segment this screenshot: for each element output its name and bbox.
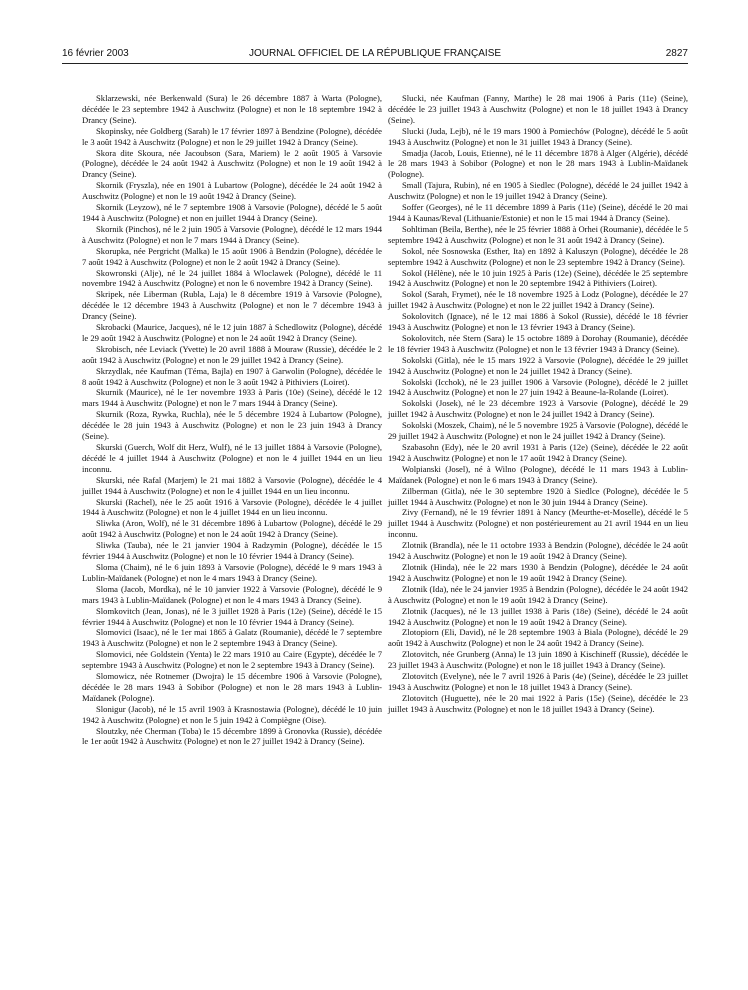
- notice-entry: Zlotnik (Brandla), née le 11 octobre 1933 à Bendzin (Pologne), décédée le 24 août 1942 à Auschwitz (Pologne) et non le 19 août 1942 à Drancy (Seine).: [388, 540, 688, 562]
- notice-entry: Slomkovitch (Jean, Jonas), né le 3 juillet 1928 à Paris (12e) (Seine), décédé le 15 février 1944 à Auschwitz (Pologne) et non le 10 février 1944 à Drancy (Seine).: [82, 605, 382, 627]
- notice-entry: Skurnik (Roza, Rywka, Ruchla), née le 5 décembre 1924 à Lubartow (Pologne), décédée le 28 juin 1943 à Auschwitz (Pologne) et non le 23 juin 1943 à Drancy (Seine).: [82, 409, 382, 442]
- notice-entry: Skripek, née Liberman (Rubla, Laja) le 8 décembre 1919 à Varsovie (Pologne), décédée le 12 décembre 1943 à Auschwitz (Pologne) et non le 7 décembre 1943 à Drancy (Seine).: [82, 289, 382, 322]
- notice-entry: Skora dite Skoura, née Jacoubson (Sara, Mariem) le 2 août 1905 à Varsovie (Pologne), décédée le 24 août 1942 à Auschwitz (Pologne) et non le 19 août 1942 à Drancy (Seine).: [82, 147, 382, 180]
- notice-entry: Zlotovitch, née Grunberg (Anna) le 13 juin 1890 à Kischineff (Russie), décédée le 23 juillet 1943 à Auschwitz (Pologne) et non le 18 juillet 1943 à Drancy (Seine).: [388, 649, 688, 671]
- notice-entry: Slonigur (Jacob), né le 15 avril 1903 à Krasnostawia (Pologne), décédé le 10 juin 1942 à Auschwitz (Pologne) et non le 5 juin 1942 à Compiègne (Oise).: [82, 703, 382, 725]
- notice-entry: Skopinsky, née Goldberg (Sarah) le 17 février 1897 à Bendzine (Pologne), décédée le 3 août 1942 à Auschwitz (Pologne) et non le 29 juillet 1942 à Drancy (Seine).: [82, 125, 382, 147]
- header-title: JOURNAL OFFICIEL DE LA RÉPUBLIQUE FRANÇAISE: [248, 48, 502, 59]
- notice-entry: Wolpianski (Josel), né à Wilno (Pologne), décédé le 11 mars 1943 à Lublin-Maïdanek (Pologne) et non le 6 mars 1943 à Drancy (Seine).: [388, 463, 688, 485]
- page-header: [62, 48, 688, 62]
- notice-entry: Slucki, née Kaufman (Fanny, Marthe) le 28 mai 1906 à Paris (11e) (Seine), décédée le 23 juillet 1943 à Auschwitz (Pologne) et non le 18 juillet 1943 à Drancy (Seine).: [388, 93, 688, 125]
- header-date: 16 février 2003: [62, 48, 129, 59]
- header-rule: [62, 63, 688, 64]
- notice-entry: Sloutzky, née Cherman (Toba) le 15 décembre 1899 à Gronovka (Russie), décédée le 1er août 1942 à Auschwitz (Pologne) et non le 27 juillet 1942 à Drancy (Seine).: [82, 725, 382, 747]
- notice-entry: Skurnik (Maurice), né le 1er novembre 1933 à Paris (10e) (Seine), décédé le 12 mars 1944 à Auschwitz (Pologne) et non le 7 mars 1944 à Drancy (Seine).: [82, 387, 382, 409]
- notice-entry: Small (Tajura, Rubin), né en 1905 à Siedlec (Pologne), décédé le 24 juillet 1942 à Auschwitz (Pologne) et non le 19 juillet 1942 à Drancy (Seine).: [388, 180, 688, 202]
- notice-entry: Szabasohn (Edy), née le 20 avril 1931 à Paris (12e) (Seine), décédée le 22 août 1942 à Auschwitz (Pologne) et non le 17 août 1942 à Drancy (Seine).: [388, 442, 688, 463]
- notice-entry: Slomovici (Isaac), né le 1er mai 1865 à Galatz (Roumanie), décédé le 7 septembre 1943 à Auschwitz (Pologne) et non le 2 septembre 1943 à Drancy (Seine).: [82, 627, 382, 649]
- notice-entry: Slomowicz, née Rotnemer (Dwojra) le 15 décembre 1906 à Varsovie (Pologne), décédée le 28 mars 1943 à Sobibor (Pologne) et non le 28 mars 1943 à Lublin-Maïdanek (Pologne).: [82, 671, 382, 703]
- notice-entry: Sokol (Sarah, Frymet), née le 18 novembre 1925 à Lodz (Pologne), décédée le 27 juillet 1942 à Auschwitz (Pologne) et non le 22 juillet 1942 à Drancy (Seine).: [388, 289, 688, 311]
- notice-entry: Zlotnik (Jacques), né le 13 juillet 1938 à Paris (18e) (Seine), décédé le 24 août 1942 à Auschwitz (Pologne) et non le 19 août 1942 à Drancy (Seine).: [388, 605, 688, 627]
- right-column: [388, 93, 688, 715]
- notice-entry: Sloma (Chaim), né le 6 juin 1893 à Varsovie (Pologne), décédé le 9 mars 1943 à Lublin-Maïdanek (Pologne) et non le 4 mars 1943 à Drancy (Seine).: [82, 561, 382, 583]
- notice-entry: Sokolski (Icchok), né le 23 juillet 1906 à Varsovie (Pologne), décédé le 2 juillet 1942 à Auschwitz (Pologne) et non le 27 juin 1942 à Beaune-la-Rolande (Loiret).: [388, 376, 688, 398]
- notice-entry: Zlotovitch (Evelyne), née le 7 avril 1926 à Paris (4e) (Seine), décédée le 23 juillet 1943 à Auschwitz (Pologne) et non le 18 juillet 1943 à Drancy (Seine).: [388, 671, 688, 692]
- notice-entry: Sokolski (Gitla), née le 15 mars 1922 à Varsovie (Pologne), décédée le 29 juillet 1942 à Auschwitz (Pologne) et non le 24 juillet 1942 à Drancy (Seine).: [388, 354, 688, 376]
- notice-entry: Skowronski (Alje), né le 24 juillet 1884 à Wloclawek (Pologne), décédé le 11 novembre 1942 à Auschwitz (Pologne) et non le 6 novembre 1942 à Drancy (Seine).: [82, 267, 382, 289]
- notice-entry: Skrobacki (Maurice, Jacques), né le 12 juin 1887 à Schedlowitz (Pologne), décédé le 29 août 1942 à Auschwitz (Pologne) et non le 24 août 1942 à Drancy (Seine).: [82, 322, 382, 343]
- notice-entry: Sliwka (Aron, Wolf), né le 31 décembre 1896 à Lubartow (Pologne), décédé le 29 août 1942 à Auschwitz (Pologne) et non le 24 août 1942 à Drancy (Seine).: [82, 518, 382, 540]
- notice-entry: Sokol, née Sosnowska (Esther, Ita) en 1892 à Kaluszyn (Pologne), décédée le 28 septembre 1942 à Auschwitz (Pologne) et non le 23 septembre 1942 à Drancy (Seine).: [388, 245, 688, 267]
- notice-entry: Skrobisch, née Leviack (Yvette) le 20 avril 1888 à Mouraw (Russie), décédée le 2 août 1942 à Auschwitz (Pologne) et non le 29 juillet 1942 à Drancy (Seine).: [82, 343, 382, 365]
- notice-entry: Sokolski (Josek), né le 23 décembre 1923 à Varsovie (Pologne), décédé le 29 juillet 1942 à Auschwitz (Pologne) et non le 24 juillet 1942 à Drancy (Seine).: [388, 398, 688, 420]
- notice-entry: Slucki (Juda, Lejb), né le 19 mars 1900 à Pomiechów (Pologne), décédé le 5 août 1943 à Auschwitz (Pologne) et non le 31 juillet 1943 à Drancy (Seine).: [388, 125, 688, 147]
- notice-entry: Sklarzewski, née Berkenwald (Sura) le 26 décembre 1887 à Warta (Pologne), décédée le 23 septembre 1942 à Auschwitz (Pologne) et non le 18 septembre 1942 à Drancy (Seine).: [82, 93, 382, 125]
- notice-entry: Zlotnik (Ida), née le 24 janvier 1935 à Bendzin (Pologne), décédée le 24 août 1942 à Auschwitz (Pologne) et non le 19 août 1942 à Drancy (Seine).: [388, 583, 688, 605]
- notice-entry: Skornik (Leyzow), né le 7 septembre 1908 à Varsovie (Pologne), décédé le 5 août 1944 à Auschwitz (Pologne) et non en juillet 1944 à Drancy (Seine).: [82, 202, 382, 223]
- left-column: [82, 93, 382, 747]
- notice-entry: Smadja (Jacob, Louis, Etienne), né le 11 décembre 1878 à Alger (Algérie), décédé le 28 mars 1943 à Sobibor (Pologne) et non le 28 mars 1943 à Lublin-Maïdanek (Pologne).: [388, 147, 688, 180]
- notice-entry: Zilberman (Gitla), née le 30 septembre 1920 à Siedlce (Pologne), décédée le 5 juillet 1944 à Auschwitz (Pologne) et non le 30 juin 1944 à Drancy (Seine).: [388, 485, 688, 507]
- notice-entry: Sokolski (Moszek, Chaim), né le 5 novembre 1925 à Varsovie (Pologne), décédé le 29 juillet 1942 à Auschwitz (Pologne) et non le 24 juillet 1942 à Drancy (Seine).: [388, 420, 688, 442]
- page-number: 2827: [665, 48, 688, 59]
- notice-entry: Zlotovitch (Huguette), née le 20 mai 1922 à Paris (15e) (Seine), décédée le 23 juillet 1943 à Auschwitz (Pologne) et non le 18 juillet 1943 à Drancy (Seine).: [388, 692, 688, 714]
- notice-entry: Skrzydlak, née Kaufman (Téma, Bajla) en 1907 à Garwolin (Pologne), décédée le 8 août 1942 à Auschwitz (Pologne) et non le 3 août 1942 à Pithiviers (Loiret).: [82, 365, 382, 387]
- notice-entry: Sokol (Hélène), née le 10 juin 1925 à Paris (12e) (Seine), décédée le 25 septembre 1942 à Auschwitz (Pologne) et non le 20 septembre 1942 à Pithiviers (Loiret).: [388, 267, 688, 289]
- notice-entry: Zivy (Fernand), né le 19 février 1891 à Nancy (Meurthe-et-Moselle), décédé le 5 juillet 1944 à Auschwitz (Pologne) et non postérieurement au 21 avril 1944 en un lieu inconnu.: [388, 507, 688, 540]
- notice-entry: Sloma (Jacob, Mordka), né le 10 janvier 1922 à Varsovie (Pologne), décédé le 9 mars 1943 à Lublin-Maïdanek (Pologne) et non le 4 mars 1943 à Drancy (Seine).: [82, 583, 382, 605]
- notice-entry: Slomovici, née Goldstein (Yenta) le 22 mars 1910 au Caire (Egypte), décédée le 7 septembre 1943 à Auschwitz (Pologne) et non le 2 septembre 1943 à Drancy (Seine).: [82, 649, 382, 671]
- notice-entry: Sohltiman (Beila, Berthe), née le 25 février 1888 à Orhei (Roumanie), décédée le 5 septembre 1942 à Auschwitz (Pologne) et non le 31 août 1942 à Drancy (Seine).: [388, 223, 688, 245]
- notice-entry: Skurski (Guerch, Wolf dit Herz, Wulf), né le 13 juillet 1884 à Varsovie (Pologne), décédé le 4 juillet 1944 à Auschwitz (Pologne) et non le 4 juillet 1944 en un lieu inconnu.: [82, 442, 382, 474]
- notice-entry: Zlotopiorn (Eli, David), né le 28 septembre 1903 à Biala (Pologne), décédé le 29 août 1942 à Auschwitz (Pologne) et non le 24 août 1942 à Drancy (Seine).: [388, 627, 688, 649]
- notice-entry: Skorupka, née Pergricht (Malka) le 15 août 1906 à Bendzin (Pologne), décédée le 7 août 1942 à Auschwitz (Pologne) et non le 2 août 1942 à Drancy (Seine).: [82, 245, 382, 267]
- notice-entry: Skurski, née Rafal (Marjem) le 21 mai 1882 à Varsovie (Pologne), décédée le 4 juillet 1944 à Auschwitz (Pologne) et non le 4 juillet 1944 en un lieu inconnu.: [82, 474, 382, 496]
- notice-entry: Skornik (Fryszla), née en 1901 à Lubartow (Pologne), décédée le 24 août 1942 à Auschwitz (Pologne) et non le 19 août 1942 à Drancy (Seine).: [82, 180, 382, 202]
- notice-entry: Zlotnik (Hinda), née le 22 mars 1930 à Bendzin (Pologne), décédée le 24 août 1942 à Auschwitz (Pologne) et non le 19 août 1942 à Drancy (Seine).: [388, 561, 688, 583]
- notice-entry: Skornik (Pinchos), né le 2 juin 1905 à Varsovie (Pologne), décédé le 12 mars 1944 à Auschwitz (Pologne) et non le 7 mars 1944 à Drancy (Seine).: [82, 223, 382, 245]
- notice-entry: Soffer (Georges), né le 11 décembre 1899 à Paris (11e) (Seine), décédé le 20 mai 1944 à Kaunas/Reval (Lithuanie/Estonie) et non le 15 mai 1944 à Drancy (Seine).: [388, 202, 688, 223]
- notice-entry: Sokolovitch (Ignace), né le 12 mai 1886 à Sokol (Russie), décédé le 18 février 1943 à Auschwitz (Pologne) et non le 13 février 1943 à Drancy (Seine).: [388, 311, 688, 333]
- notice-entry: Sokolovitch, née Stern (Sara) le 15 octobre 1889 à Dorohay (Roumanie), décédée le 18 février 1943 à Auschwitz (Pologne) et non le 13 février 1943 à Drancy (Seine).: [388, 332, 688, 354]
- notice-entry: Sliwka (Tauba), née le 21 janvier 1904 à Radzymin (Pologne), décédée le 15 février 1944 à Auschwitz (Pologne) et non le 10 février 1944 à Drancy (Seine).: [82, 540, 382, 562]
- notice-entry: Skurski (Rachel), née le 25 août 1916 à Varsovie (Pologne), décédée le 4 juillet 1944 à Auschwitz (Pologne) et non le 4 juillet 1944 en un lieu inconnu.: [82, 496, 382, 518]
